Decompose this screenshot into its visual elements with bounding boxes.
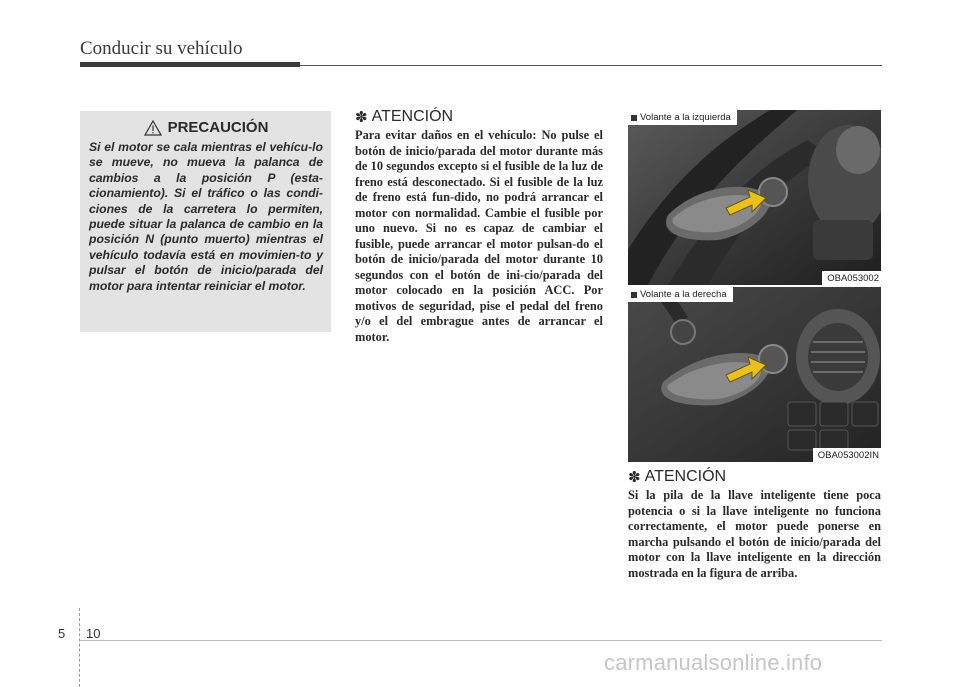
photo-label-right-text: Volante a la derecha: [640, 289, 727, 300]
photo-label-left: [628, 110, 737, 125]
attention-section-2: [628, 468, 881, 581]
caution-heading: [89, 119, 323, 136]
steering-photo-left: [628, 110, 881, 285]
watermark: carmanualsonline.info: [604, 650, 823, 675]
photo-code-right: OBA053002IN: [813, 448, 881, 462]
attention-title-1: ATENCIÓN: [371, 108, 454, 125]
attention-text-2: Si la pila de la llave inteligente tiene poca potencia o si la llave inteligente no funciona correctamente, el motor puede ponerse en marcha pulsando el botón de inicio/parada del motor con la llave inteligente en la dirección mostrada en la figura de arriba.: [628, 488, 881, 580]
photo-label-left-text: Volante a la izquierda: [640, 112, 731, 123]
steering-column-illustration: [628, 287, 881, 462]
photo-code-left: OBA053002: [822, 271, 881, 285]
header-bar: [80, 62, 300, 67]
header-rule: [300, 65, 882, 66]
asterisk-icon: ✽: [355, 109, 368, 126]
attention-title-2: ATENCIÓN: [644, 468, 727, 485]
attention-heading-2: [628, 468, 881, 486]
header-title: Conducir su vehículo: [80, 38, 243, 59]
caution-text: Si el motor se cala mientras el vehícu-lo se mueve, no mueva la palanca de cambios a la posición P (esta-cionamiento). Si el tráfico o las condi-ciones de la carretera lo permiten, puede situar la palanca de cambio en la posición N (punto muerto) mientras el vehículo todavía está en movimien-to y pulsar el botón de inicio/parada del motor para intentar reiniciar el motor.: [89, 140, 323, 293]
attention-heading-1: [355, 108, 603, 126]
page-number: 10: [86, 626, 101, 641]
square-bullet-icon: [631, 115, 637, 121]
caution-title: PRECAUCIÓN: [167, 119, 269, 136]
square-bullet-icon: [631, 292, 637, 298]
footer-rule: [80, 640, 882, 641]
attention-section-1: [355, 108, 603, 345]
asterisk-icon: ✽: [628, 469, 641, 486]
footer-divider: [79, 608, 80, 687]
warning-triangle-icon: [144, 120, 162, 136]
caution-box: [80, 111, 331, 332]
section-number: 5: [58, 626, 66, 641]
steering-photo-right: [628, 287, 881, 462]
steering-wheel-illustration: [628, 110, 881, 285]
attention-text-1: Para evitar daños en el vehículo: No pulse el botón de inicio/parada del motor durante más de 10 segundos excepto si el fusible de la luz de freno está desconectado. Si el fusible de la luz de freno está fun-dido, no podrá arrancar el motor con normalidad. Cambie el fusible por uno nuevo. Si no es capaz de cambiar el fusible, puede arrancar el motor pulsan-do el botón de inicio/parada del motor durante 10 segundos con el botón de ini-cio/parada del motor colocado en la posición ACC. Por motivos de seguridad, pise el pedal del freno y/o el del embrague antes de arrancar el motor.: [355, 128, 603, 344]
photo-label-right: [628, 287, 733, 302]
